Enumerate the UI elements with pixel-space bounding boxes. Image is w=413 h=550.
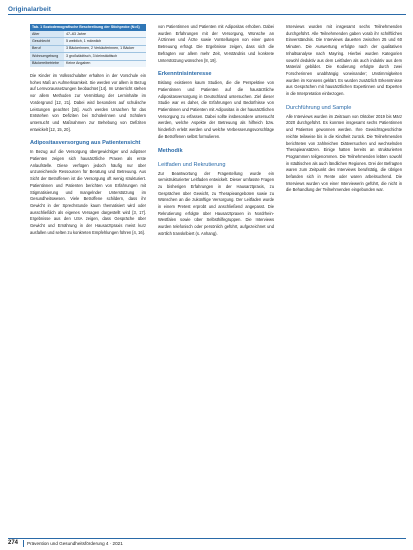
table-row bbox=[30, 60, 146, 67]
table-key: Beruf bbox=[30, 45, 64, 52]
demographics-table bbox=[30, 24, 146, 67]
body-paragraph: Interviews wurden mit insgesamt sechs Teilnehmenden durchgeführt. Alle Teilnehmenden gaben vorab ihr schriftliches Einverständnis. Die Interviews dauerten zwischen 25 und 60 Minuten. Die Auswertung erfolgte nach der qualitativen Inhaltsanalyse nach Mayring. Hierbei wurden Kategorien sowohl deduktiv aus dem Leitfaden als auch induktiv aus dem Material gebildet. Die Kodierung erfolgte durch zwei Forscherinnen unabhängig voneinander; Unstimmigkeiten wurden im Konsens geklärt. Es wurden zusätzlich Erkenntnisse aus Gesprächen mit hausärztlichen Expertinnen und Experten in die Interpretation einbezogen. bbox=[286, 24, 402, 97]
header-rule bbox=[8, 14, 406, 15]
table-row bbox=[30, 45, 146, 52]
table-key: Wohnumgebung bbox=[30, 53, 64, 60]
section-heading: Methodik bbox=[158, 147, 183, 154]
subsection-heading: Durchführung und Sample bbox=[286, 104, 352, 111]
column-1 bbox=[30, 24, 146, 237]
body-paragraph: Alle Interviews wurden im Zeitraum von Oktober 2019 bis März 2020 durchgeführt. Es konnten insgesamt sechs Patientinnen und Patienten gewonnen werden. Ihre Gewichtsgeschichte reichte teilweise bis in die Kindheit zurück. Die Teilnehmenden berichteten von zahlreichen Diätversuchen und wechselnden Therapieansätzen. Einige hatten bereits an strukturierten Programmen teilgenommen. Die Teilnehmenden lebten sowohl in städtischen als auch ländlichen Regionen. Drei der Befragten waren zum Zeitpunkt des Interviews berufstätig, die übrigen befanden sich in Rente oder waren arbeitsuchend. Die Interviews wurden von einer Interviewerin geführt, die nicht in die Behandlung der Teilnehmenden eingebunden war. bbox=[286, 113, 402, 193]
body-paragraph: Bislang existieren kaum Studien, die die Perspektive von Patientinnen und Patienten auf die hausärztliche Adipositasversorgung in Deutschland untersuchen. Ziel dieser Studie war es daher, die Erfahrungen und Bedürfnisse von Patientinnen und Patienten mit Adipositas in der hausärztlichen Versorgung zu erfassen. Dabei sollte insbesondere untersucht werden, welche Aspekte der Betreuung als hilfreich bzw. hinderlich erlebt werden und welche Verbesserungsvorschläge die Betroffenen selbst formulieren. bbox=[158, 80, 274, 139]
section-heading: Adipositasversorgung aus Patientensicht bbox=[30, 140, 141, 147]
body-paragraph: Die Kinder im Volksschulalter erhalten in der Vorschule ein hohes Maß an Aufmerksamkeit. Sie werden vor allem in Bezug auf Lernvoraussetzungen beobachtet [14]. Im Unterricht stehen vor allem Methoden zur Vermittlung der Lerninhalte im Vordergrund [12, 21]. Dabei wird besonders auf schulische Leistungen geachtet [15]. Auch werden Ursachen für das Entstehen von Defiziten bei Schülerinnen und Schülern untersucht und Maßnahmen zur Behebung von Defiziten entwickelt [12, 15, 20]. bbox=[30, 73, 146, 132]
table-row bbox=[30, 31, 146, 38]
body-paragraph: von Patientinnen und Patienten mit Adipositas erhoben. Dabei wurden Erfahrungen mit der Versorgung, Wünsche an Ärztinnen und Ärzte sowie Vorstellungen von einer guten Betreuung erfragt. Die Ergebnisse zeigen, dass sich die Befragten vor allem mehr Zeit, Verständnis und konkrete Unterstützung wünschen [8, 19]. bbox=[158, 24, 274, 63]
table-caption: Tab. 1 Soziodemografische Beschreibung der Stichprobe (N=6) bbox=[30, 24, 146, 31]
body-paragraph: In Bezug auf die Versorgung übergewichtiger und adipöser Patienten zeigen sich hausärztliche Praxen als erste Anlaufstelle. Diese verfügen jedoch häufig nur über unzureichende Ressourcen für Beratung und Betreuung. Aus Sicht der Betroffenen ist die Versorgung oft wenig strukturiert. Patientinnen und Patienten berichten von Erfahrungen mit Stigmatisierung und mangelnder Unterstützung im Gesundheitswesen. Viele Betroffene schildern, dass ihr Gewicht in der Sprechstunde kaum thematisiert wird oder ausschließlich als eigenes Versagen dargestellt wird [3, 17]. Ergebnisse aus den USA zeigen, dass Gespräche über Gewicht und Ernährung in der Hausarztpraxis meist kurz ausfallen und selten zu konkreten Empfehlungen führen [4, 16]. bbox=[30, 149, 146, 235]
table-value: Keine Angaben bbox=[64, 60, 146, 67]
table-value: 3 Bäckerinnen, 2 Verkäuferinnen, 1 Bäcker bbox=[64, 45, 146, 52]
page-number: 274 bbox=[8, 540, 19, 546]
table-value: 47–63 Jahre bbox=[64, 31, 146, 38]
section-label: Originalarbeit bbox=[8, 6, 51, 13]
column-3 bbox=[286, 24, 402, 194]
table-value: 3 großstädtisch, 3 kleinstädtisch bbox=[64, 53, 146, 60]
journal-citation: Prävention und Gesundheitsförderung 4 · 2021 bbox=[27, 541, 123, 546]
body-paragraph: Zur Beantwortung der Fragestellung wurde ein semistrukturierter Leitfaden entwickelt. Dieser umfasste Fragen zu bisherigen Erfahrungen in der Hausarztpraxis, zu Gesprächen über Gewicht, zu Therapieangeboten sowie zu Wünschen an die zukünftige Versorgung. Der Leitfaden wurde in einem Pretest erprobt und anschließend angepasst. Die Rekrutierung erfolgte über Hausarztpraxen in Nordrhein-Westfalen sowie über Selbsthilfegruppen. Die Interviews wurden telefonisch oder persönlich geführt, aufgezeichnet und wörtlich transkribiert (s. Anhang). bbox=[158, 170, 274, 236]
table-value: 5 weiblich, 1 männlich bbox=[64, 38, 146, 45]
footer-rule bbox=[8, 538, 406, 539]
table-key: Geschlecht bbox=[30, 38, 64, 45]
section-heading: Erkenntnisinteresse bbox=[158, 71, 212, 78]
table-key: Bäckereibetriebe bbox=[30, 60, 64, 67]
subsection-heading: Leitfaden und Rekrutierung bbox=[158, 161, 226, 168]
table-key: Alter bbox=[30, 31, 64, 38]
table-row bbox=[30, 53, 146, 60]
footer-divider bbox=[23, 540, 24, 547]
table-row bbox=[30, 38, 146, 45]
column-2 bbox=[158, 24, 274, 238]
